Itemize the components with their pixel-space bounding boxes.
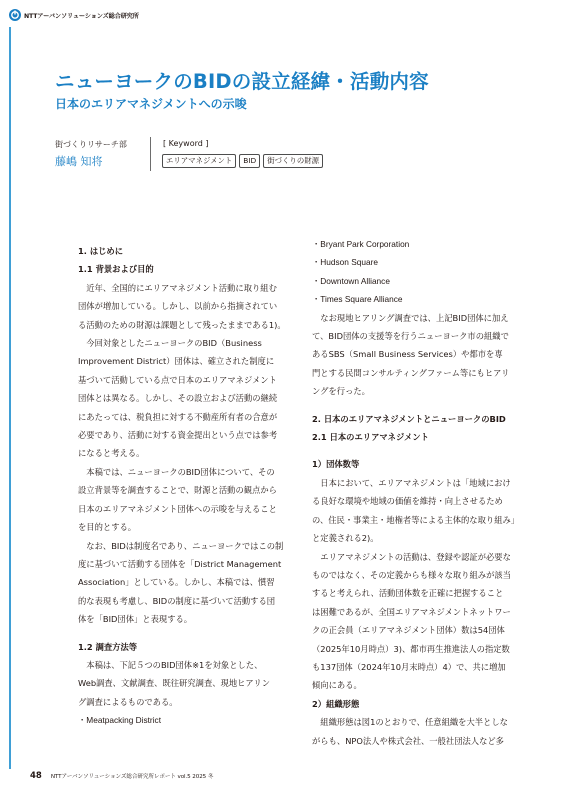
spacer: [312, 401, 536, 410]
subsection-heading: 1.1 背景および目的: [78, 264, 154, 275]
subsection-heading: 1.2 調査方法等: [78, 641, 138, 652]
paragraph: 近年、全国的にエリアマネジメント活動に取り組む 団体が増加している。しかし、以前から指摘されてい る活動のための財源は課題として残ったままである1)。: [78, 282, 286, 330]
header-org-label: [9, 9, 149, 21]
paragraph: 今回対象としたニューヨークのBID（Business Improvement District）団体は、確立された制度に 基づいて活動している点で日本のエリアマネジメント 団体とは異なる。しかし、その設立および活動の継続 にあたっては、税負担に対する不動産所有者の合意が 必要であり、活動に対する資金提出という点では参考 になると考える。: [78, 338, 278, 459]
page-footer: [30, 771, 213, 781]
author-department: 街づくりリサーチ部: [55, 140, 127, 149]
keyword-tag: 街づくりの財源: [263, 154, 323, 168]
paragraph: 本稿は、下記５つのBID団体※1を対象とした、 Web調査、文献調査、既往研究調査、現地ヒアリン グ調査によるものである。: [78, 659, 270, 707]
list-item: ・Times Square Alliance: [312, 294, 403, 305]
section-heading: 1. はじめに: [78, 246, 124, 256]
paragraph: エリアマネジメントの活動は、登録や認証が必要な ものではなく、その定義からも様々な取り組みが該当 すると考えられ、活動団体数を正確に把握すること は困難であるが、全国エリアマネジメントネットワー クの正会員（エリアマネジメント団体）数は54団体 （2025年10月時点）3)、都市再生推進法人の指定数 も137団体（2024年10月末時点）4）で、共に増加 傾向にある。: [312, 551, 511, 691]
org-name: NTTアーバンソリューションズ総合研究所: [24, 12, 139, 20]
keyword-heading: [ Keyword ]: [163, 139, 209, 148]
subsection-heading: 2.1 日本のエリアマネジメント: [312, 432, 429, 443]
left-margin-rule: [9, 27, 11, 769]
keyword-tag: BID: [239, 154, 260, 168]
list-item: ・Meatpacking District: [78, 715, 161, 726]
footer-publication: NTTアーバンソリューションズ総合研究所レポート vol.5 2025 冬: [50, 774, 214, 780]
list-item: ・Downtown Alliance: [312, 275, 390, 286]
page-number: 48: [30, 771, 42, 781]
keyword-tag: エリアマネジメント: [162, 154, 236, 168]
spacer: [78, 629, 302, 638]
paragraph: 本稿では、ニューヨークのBID団体について、その 設立背景等を調査することで、財源と活動の観点から 日本のエリアマネジメント団体への示唆を与えること を目的とする。: [78, 466, 277, 533]
item-heading: 1）団体数等: [312, 459, 360, 470]
ntt-logo-icon: [9, 9, 21, 21]
keyword-tags: [162, 154, 323, 168]
author-name: 藤嶋 知将: [55, 155, 103, 168]
list-item: ・Hudson Square: [312, 257, 378, 268]
spacer: [312, 446, 536, 455]
body-column-right: [312, 235, 536, 750]
paragraph: 組織形態は図1のとおりで、任意組織を大半としな がらも、NPO法人や株式会社、一般社団法人など多: [312, 717, 508, 746]
paragraph: 日本において、エリアマネジメントは「地域におけ る良好な環境や地域の価値を維持・向上させるため の、住民・事業主・地権者等による主体的な取り組み」 と定義される2)。: [312, 477, 520, 544]
article-title: ニューヨークのBIDの設立経緯・活動内容: [55, 70, 429, 93]
paragraph: なお、BIDは制度名であり、ニューヨークではこの制 度に基づいて活動する団体を「District Management Association」としている。しかし、本稿では、慣習 的な表現も考慮し、BIDの制度に基づいて活動する団 体を「BID団体」と表現する。: [78, 540, 284, 625]
author-divider: [150, 137, 151, 171]
article-subtitle: 日本のエリアマネジメントへの示唆: [55, 97, 247, 111]
paragraph: なお現地ヒアリング調査では、上記BID団体に加え て、BID団体の支援等を行うニューヨーク市の組織で あるSBS（Small Business Services）や都市を専 門とする民間コンサルティングファーム等にもヒアリ ングを行った。: [312, 312, 510, 397]
item-heading: 2）組織形態: [312, 698, 360, 709]
body-column-left: [78, 242, 302, 730]
section-heading: 2. 日本のエリアマネジメントとニューヨークのBID: [312, 413, 506, 424]
list-item: ・Bryant Park Corporation: [312, 239, 410, 249]
